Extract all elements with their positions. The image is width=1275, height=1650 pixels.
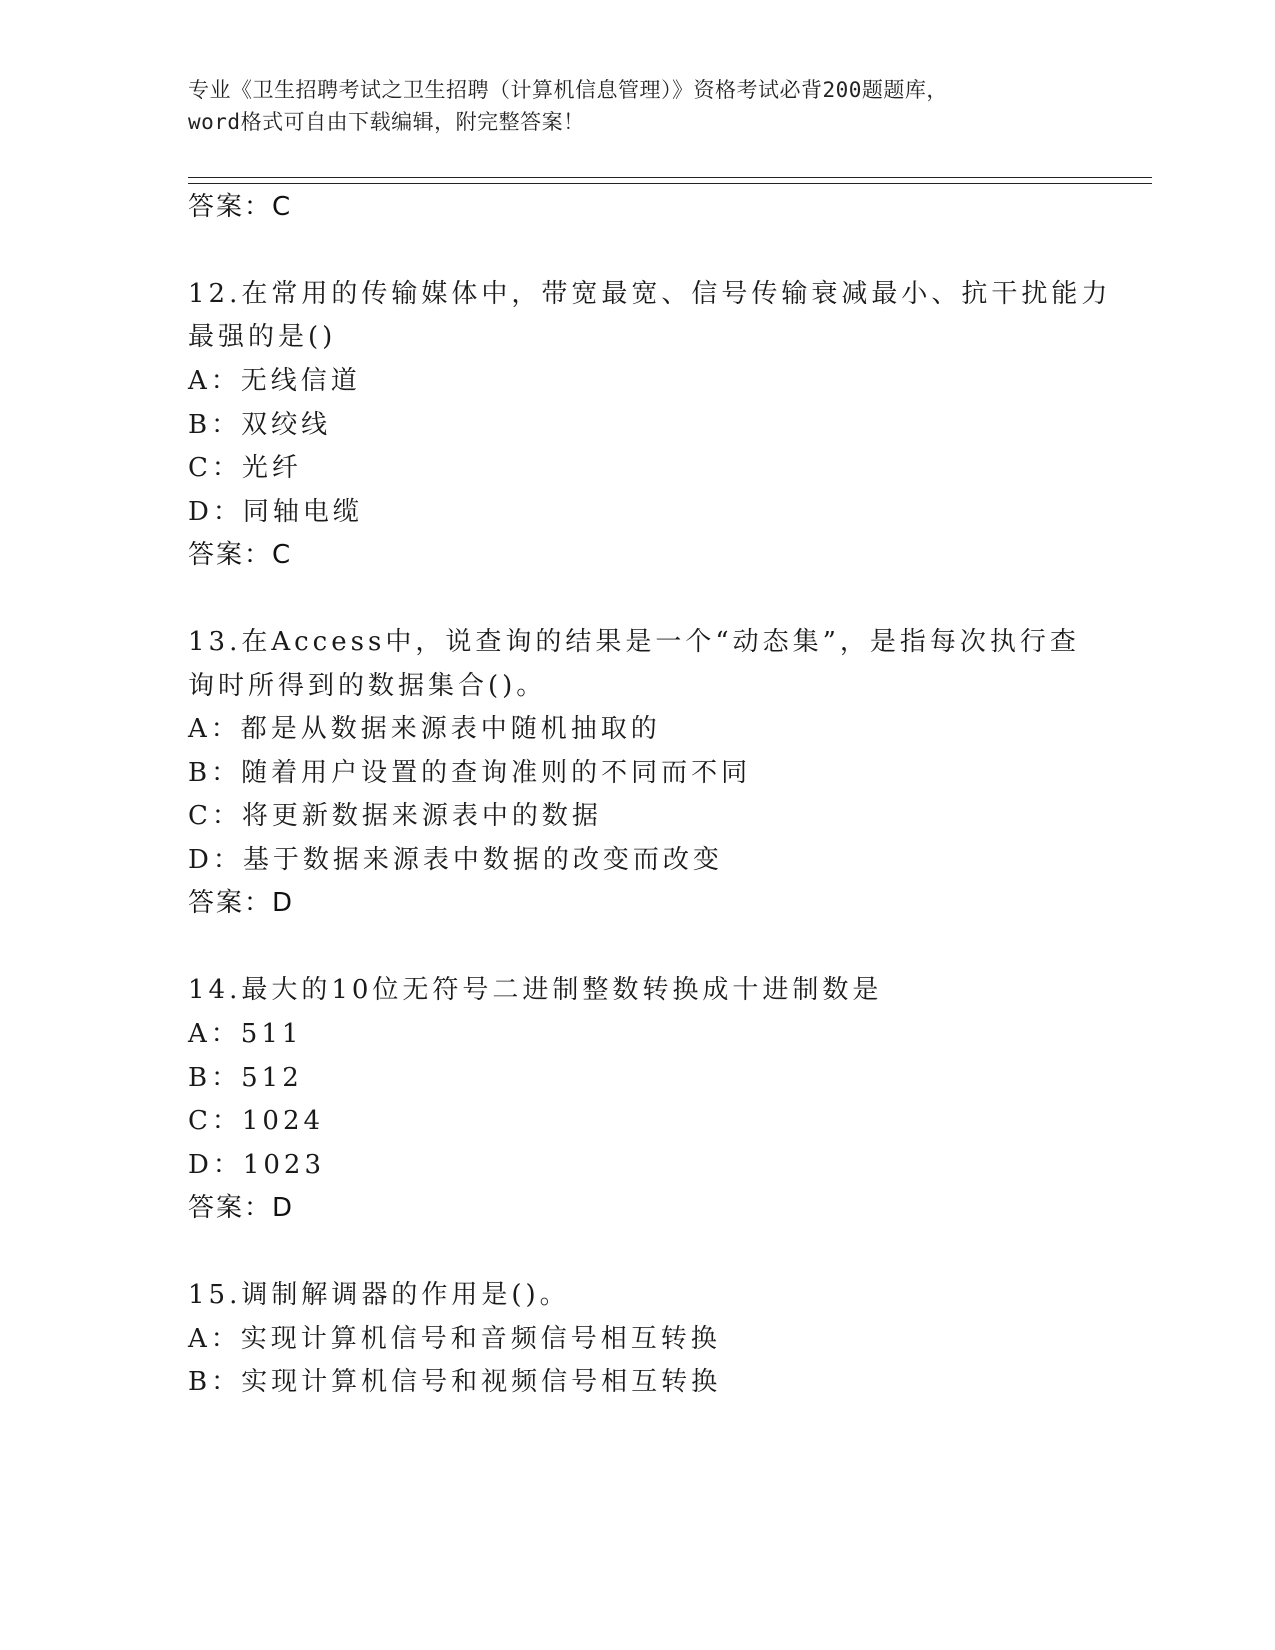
option-a: A：实现计算机信号和音频信号相互转换 xyxy=(188,1324,721,1354)
option-c: C：1024 xyxy=(188,1106,325,1136)
option-b: B：512 xyxy=(188,1063,303,1093)
option-a: A：都是从数据来源表中随机抽取的 xyxy=(188,714,661,744)
option-d: D：1023 xyxy=(188,1150,326,1180)
option-a: A：无线信道 xyxy=(188,366,361,396)
option-b: B：随着用户设置的查询准则的不同而不同 xyxy=(188,758,752,788)
previous-answer: 答案：C xyxy=(188,192,293,222)
option-b: B：双绞线 xyxy=(188,410,332,440)
question-stem-line: 14.最大的10位无符号二进制整数转换成十进制数是 xyxy=(188,975,883,1005)
option-a: A：511 xyxy=(188,1019,303,1049)
header-line-1: 专业《卫生招聘考试之卫生招聘（计算机信息管理）》资格考试必背200题题库， xyxy=(188,78,948,102)
answer: 答案：D xyxy=(188,888,295,918)
option-c: C：光纤 xyxy=(188,453,302,483)
question-stem-line: 询时所得到的数据集合()。 xyxy=(188,671,547,701)
option-b: B：实现计算机信号和视频信号相互转换 xyxy=(188,1367,722,1397)
question-stem-line: 12.在常用的传输媒体中，带宽最宽、信号传输衰减最小、抗干扰能力 xyxy=(188,279,1112,309)
option-d: D：基于数据来源表中数据的改变而改变 xyxy=(188,845,723,875)
header-line-2: word格式可自由下载编辑，附完整答案！ xyxy=(188,110,585,134)
question-stem-line: 最强的是() xyxy=(188,322,337,352)
question-stem-line: 15.调制解调器的作用是()。 xyxy=(188,1280,570,1310)
answer: 答案：D xyxy=(188,1193,295,1223)
document-header xyxy=(188,74,1088,138)
option-c: C：将更新数据来源表中的数据 xyxy=(188,801,602,831)
option-d: D：同轴电缆 xyxy=(188,497,363,527)
question-stem-line: 13.在Access中，说查询的结果是一个“动态集”，是指每次执行查 xyxy=(188,627,1080,657)
answer: 答案：C xyxy=(188,540,293,570)
header-divider-bottom xyxy=(188,183,1152,184)
header-divider-top xyxy=(188,177,1152,178)
